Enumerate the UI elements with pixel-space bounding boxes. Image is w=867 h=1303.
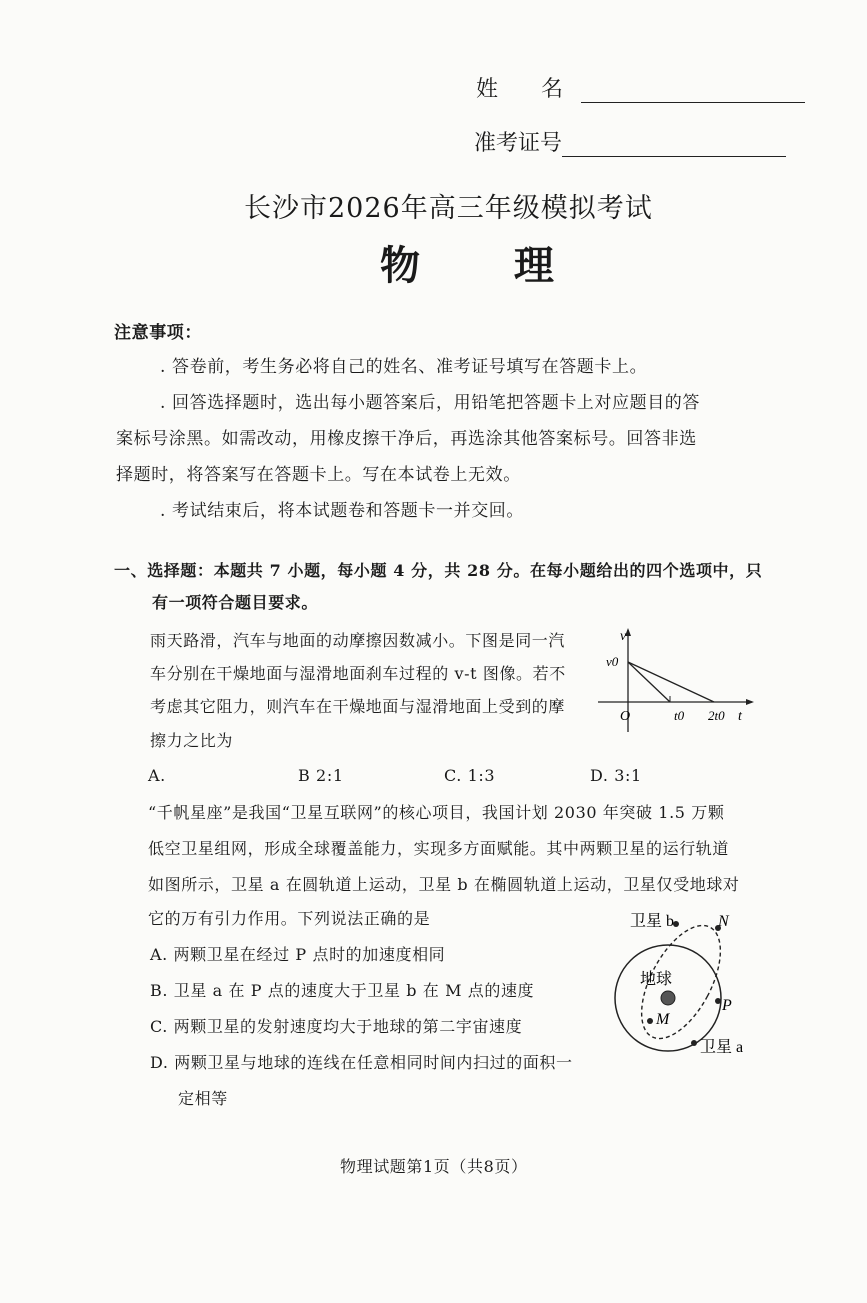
- q1-option-c: C. 1:3: [444, 766, 496, 785]
- satellite-a-dot: [691, 1040, 697, 1046]
- exam-id-blank[interactable]: [562, 134, 786, 157]
- point-m: [647, 1018, 653, 1024]
- q2-option-c: C. 两颗卫星的发射速度均大于地球的第二宇宙速度: [150, 1017, 523, 1036]
- q2-option-b: B. 卫星 a 在 P 点的速度大于卫星 b 在 M 点的速度: [150, 981, 535, 1000]
- q2-line: 如图所示，卫星 a 在圆轨道上运动，卫星 b 在椭圆轨道上运动，卫星仅受地球对: [148, 875, 740, 894]
- q1-line: 考虑其它阻力，则汽车在干燥地面与湿滑地面上受到的摩: [150, 697, 566, 716]
- q2-option-d: D. 两颗卫星与地球的连线在任意相同时间内扫过的面积一: [150, 1053, 573, 1072]
- notice-item: . 答卷前，考生务必将自己的姓名、准考证号填写在答题卡上。: [160, 357, 648, 377]
- v-axis-label: v: [620, 629, 627, 644]
- t0-label: t0: [674, 708, 685, 723]
- notice-heading: 注意事项：: [114, 323, 202, 343]
- orbit-figure: [608, 906, 768, 1066]
- exam-id-field: [474, 126, 786, 157]
- n-label: N: [718, 913, 729, 930]
- q1-option-a: A.: [148, 766, 166, 785]
- q2-line: “千帆星座”是我国“卫星互联网”的核心项目，我国计划 2030 年突破 1.5 万颗: [148, 803, 725, 822]
- satellite-a-label: 卫星 a: [700, 1039, 744, 1056]
- p-label: P: [722, 997, 732, 1014]
- q1-line: 擦力之比为: [150, 731, 234, 750]
- notice-item: 择题时，将答案写在答题卡上。写在本试卷上无效。: [116, 465, 521, 485]
- q2-line: 低空卫星组网，形成全球覆盖能力，实现多方面赋能。其中两颗卫星的运行轨道: [148, 839, 730, 858]
- page-footer: 物理试题第1页（共8页）: [340, 1157, 528, 1176]
- q1-line: 雨天路滑，汽车与地面的动摩擦因数减小。下图是同一汽: [150, 631, 566, 650]
- q2-option-a: A. 两颗卫星在经过 P 点时的加速度相同: [150, 945, 446, 964]
- name-blank[interactable]: [581, 80, 805, 103]
- exam-title: 长沙市2026年高三年级模拟考试: [244, 193, 653, 224]
- q1-option-b: B 2:1: [298, 766, 344, 785]
- vt-graph: [592, 626, 757, 736]
- point-p: [715, 998, 721, 1004]
- q1-line: 车分别在干燥地面与湿滑地面刹车过程的 v-t 图像。若不: [150, 664, 566, 683]
- name-field: [476, 72, 805, 103]
- section-heading: 一、选择题：本题共 7 小题，每小题 4 分，共 28 分。在每小题给出的四个选项中，只: [114, 561, 763, 580]
- dry-line: [628, 662, 670, 702]
- q1-option-d: D. 3:1: [590, 766, 642, 785]
- notice-item: . 回答选择题时，选出每小题答案后，用铅笔把答题卡上对应题目的答: [160, 393, 701, 413]
- q2-option-d-cont: 定相等: [178, 1089, 228, 1108]
- subject-title: 物 理: [380, 242, 594, 289]
- m-label: M: [656, 1011, 670, 1028]
- 2t0-label: 2t0: [708, 708, 725, 723]
- q2-line: 它的万有引力作用。下列说法正确的是: [148, 909, 431, 928]
- v0-label: v0: [606, 654, 619, 669]
- name-label: 姓 名: [476, 77, 581, 102]
- wet-line: [628, 662, 714, 702]
- earth-label: 地球: [640, 971, 673, 988]
- origin-label: O: [620, 709, 631, 724]
- exam-id-label: 准考证号: [474, 131, 563, 156]
- satellite-b-label: 卫星 b: [630, 913, 675, 930]
- t-axis-arrow: [746, 699, 754, 705]
- t-axis-label: t: [738, 709, 742, 724]
- earth-icon: [661, 991, 675, 1005]
- section-heading-cont: 有一项符合题目要求。: [152, 593, 319, 612]
- notice-item: . 考试结束后，将本试题卷和答题卡一并交回。: [160, 501, 525, 521]
- notice-item: 案标号涂黑。如需改动，用橡皮擦干净后，再选涂其他答案标号。回答非选: [116, 429, 697, 449]
